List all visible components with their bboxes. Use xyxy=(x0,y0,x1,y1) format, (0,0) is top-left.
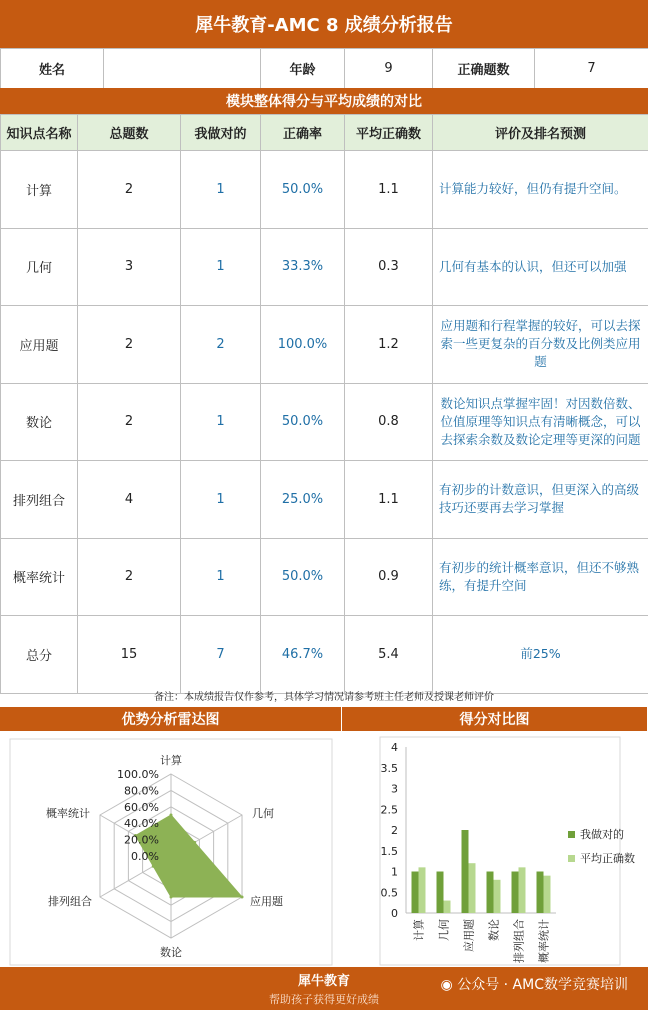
average-correct: 1.1 xyxy=(345,461,433,539)
bar-mine xyxy=(487,872,494,914)
radar-category-label: 排列组合 xyxy=(47,895,92,908)
radar-category-label: 应用题 xyxy=(250,895,284,908)
bar-mine xyxy=(462,830,469,913)
correct-rate: 46.7% xyxy=(261,616,345,694)
bar-chart-area xyxy=(342,731,648,967)
header-cell: 平均正确数 xyxy=(345,115,433,151)
table-row xyxy=(1,228,648,306)
my-correct: 2 xyxy=(181,306,261,384)
evaluation: 有初步的计数意识，但更深入的高级技巧还要再去学习掌握 xyxy=(433,461,648,539)
radar-chart-area xyxy=(0,731,342,967)
correct-count-value: 7 xyxy=(535,49,648,89)
correct-rate: 50.0% xyxy=(261,151,345,229)
radar-category-label: 概率统计 xyxy=(45,807,90,820)
report-note: 备注：本成绩报告仅作参考，具体学习情况请参考班主任老师及授课老师评价 xyxy=(154,692,494,703)
table-row xyxy=(1,461,648,539)
bar-x-tick-label: 概率统计 xyxy=(537,919,551,963)
header-cell: 正确率 xyxy=(261,115,345,151)
correct-rate: 50.0% xyxy=(261,383,345,461)
module-name: 计算 xyxy=(1,151,78,229)
footer xyxy=(0,967,648,1010)
report-title: 犀牛教育-AMC 8 成绩分析报告 xyxy=(0,0,648,48)
bar-average xyxy=(519,867,526,913)
evaluation: 有初步的统计概率意识，但还不够熟练，有提升空间 xyxy=(433,538,648,616)
radar-point xyxy=(241,896,244,899)
legend-swatch xyxy=(568,855,575,862)
bar-x-tick-label: 应用题 xyxy=(462,919,476,952)
bar-x-tick-label: 几何 xyxy=(437,919,451,941)
footer-slogan: 帮助孩子获得更好成绩 xyxy=(269,993,379,1006)
bar-average xyxy=(544,876,551,913)
radar-tick-label: 20.0% xyxy=(124,833,159,847)
radar-tick-label: 40.0% xyxy=(124,817,159,831)
bar-mine xyxy=(437,872,444,914)
bar-y-tick-label: 2 xyxy=(391,824,398,837)
name-value xyxy=(104,49,261,89)
radar-chart-title: 优势分析雷达图 xyxy=(0,707,342,731)
wechat-account-label: 公众号 · AMC数学竞赛培训 xyxy=(457,977,628,993)
bar-y-tick-label: 3.5 xyxy=(380,761,398,775)
total-count: 2 xyxy=(78,151,181,229)
total-count: 2 xyxy=(78,383,181,461)
my-correct: 1 xyxy=(181,461,261,539)
radar-category-label: 数论 xyxy=(160,946,182,959)
bar-chart-title: 得分对比图 xyxy=(342,707,648,731)
module-name: 概率统计 xyxy=(1,538,78,616)
correct-rate: 33.3% xyxy=(261,228,345,306)
my-correct: 7 xyxy=(181,616,261,694)
total-count: 2 xyxy=(78,306,181,384)
bar-average xyxy=(419,867,426,913)
average-correct: 0.8 xyxy=(345,383,433,461)
bar-y-tick-label: 0.5 xyxy=(380,886,398,900)
legend-label: 我做对的 xyxy=(580,828,624,841)
bar-average xyxy=(469,863,476,913)
bar-y-tick-label: 3 xyxy=(391,782,398,796)
module-name: 数论 xyxy=(1,383,78,461)
module-name: 排列组合 xyxy=(1,461,78,539)
correct-count-label: 正确题数 xyxy=(433,49,535,89)
radar-point xyxy=(170,896,173,899)
radar-tick-label: 0.0% xyxy=(131,850,159,863)
age-value: 9 xyxy=(345,49,433,89)
evaluation: 应用题和行程掌握的较好，可以去探索一些更复杂的百分数及比例类应用题 xyxy=(433,306,648,384)
average-correct: 1.2 xyxy=(345,306,433,384)
bar-y-tick-label: 2.5 xyxy=(380,803,398,817)
bar-mine xyxy=(412,872,419,914)
module-name: 应用题 xyxy=(1,306,78,384)
bar-y-tick-label: 0 xyxy=(391,907,398,920)
module-name: 几何 xyxy=(1,228,78,306)
table-row xyxy=(1,151,648,229)
bar-average xyxy=(444,901,451,913)
my-correct: 1 xyxy=(181,538,261,616)
bar-x-tick-label: 数论 xyxy=(487,919,501,941)
table-row-total xyxy=(1,616,648,694)
bar-x-tick-label: 计算 xyxy=(412,919,426,941)
wechat-icon: ◉ xyxy=(440,977,458,993)
total-count: 3 xyxy=(78,228,181,306)
radar-tick-label: 100.0% xyxy=(117,768,159,781)
average-correct: 0.3 xyxy=(345,228,433,306)
table-row xyxy=(1,306,648,384)
radar-category-label: 计算 xyxy=(160,754,182,767)
my-correct: 1 xyxy=(181,383,261,461)
module-score-table xyxy=(0,114,648,694)
radar-point xyxy=(170,814,173,817)
total-count: 15 xyxy=(78,616,181,694)
my-correct: 1 xyxy=(181,228,261,306)
legend-swatch xyxy=(568,831,575,838)
header-cell: 总题数 xyxy=(78,115,181,151)
correct-rate: 100.0% xyxy=(261,306,345,384)
bar-x-tick-label: 排列组合 xyxy=(512,919,526,963)
bar-average xyxy=(494,880,501,913)
total-count: 4 xyxy=(78,461,181,539)
name-label: 姓名 xyxy=(1,49,104,89)
correct-rate: 50.0% xyxy=(261,538,345,616)
student-info-table xyxy=(0,48,648,89)
bar-chart xyxy=(342,731,648,967)
evaluation: 计算能力较好，但仍有提升空间。 xyxy=(433,151,648,229)
header-cell: 知识点名称 xyxy=(1,115,78,151)
radar-tick-label: 60.0% xyxy=(124,800,159,814)
radar-point xyxy=(152,865,155,868)
footer-brand: 犀牛教育 xyxy=(297,974,350,989)
average-correct: 0.9 xyxy=(345,538,433,616)
evaluation: 数论知识点掌握牢固！对因数倍数、位值原理等知识点有清晰概念，可以去探索余数及数论定理等更深的问题 xyxy=(433,383,648,461)
radar-category-label: 几何 xyxy=(252,807,275,820)
table-row xyxy=(1,538,648,616)
total-count: 2 xyxy=(78,538,181,616)
ranking-prediction: 前25% xyxy=(433,616,648,694)
bar-y-tick-label: 4 xyxy=(391,741,398,754)
correct-rate: 25.0% xyxy=(261,461,345,539)
average-correct: 5.4 xyxy=(345,616,433,694)
bar-y-tick-label: 1 xyxy=(391,865,398,879)
bar-mine xyxy=(537,872,544,914)
radar-tick-label: 80.0% xyxy=(124,784,159,798)
bar-y-tick-label: 1.5 xyxy=(380,844,398,858)
radar-chart xyxy=(0,731,342,967)
legend-label: 平均正确数 xyxy=(580,852,635,865)
average-correct: 1.1 xyxy=(345,151,433,229)
bar-mine xyxy=(512,872,519,914)
radar-point xyxy=(193,841,196,844)
header-cell: 评价及排名预测 xyxy=(433,115,648,151)
my-correct: 1 xyxy=(181,151,261,229)
evaluation: 几何有基本的认识，但还可以加强 xyxy=(433,228,648,306)
module-name: 总分 xyxy=(1,616,78,694)
section-title: 模块整体得分与平均成绩的对比 xyxy=(0,88,648,114)
wechat-account xyxy=(441,974,628,994)
table-header-row xyxy=(1,115,648,151)
header-cell: 我做对的 xyxy=(181,115,261,151)
table-row xyxy=(1,383,648,461)
age-label: 年龄 xyxy=(261,49,345,89)
